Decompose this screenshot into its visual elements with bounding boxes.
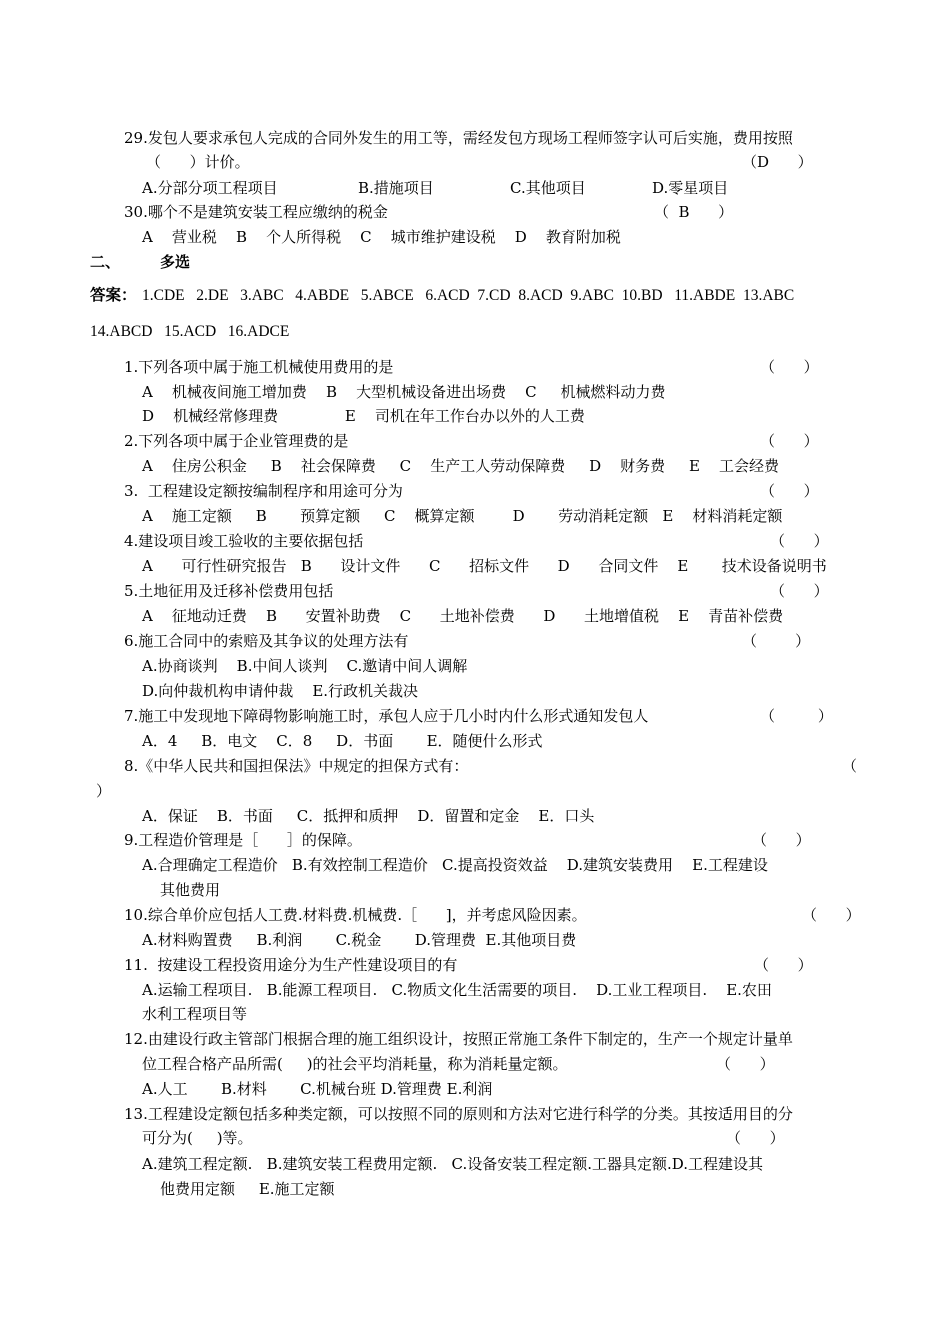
- answer-key-line-1: 1.CDE 2.DE 3.ABC 4.ABDE 5.ABCE 6.ACD 7.CD 8.ACD 9.ABC 10.BD 11.ABDE 13.ABC: [142, 287, 795, 304]
- question-4-bracket: （ ）: [770, 532, 829, 550]
- question-13-stem: 13.工程建设定额包括多种类定额，可以按照不同的原则和方法对它进行科学的分类。其按适用目的分: [124, 1105, 793, 1123]
- question-3-bracket: （ ）: [760, 482, 819, 500]
- question-5-stem: 5.土地征用及迁移补偿费用包括: [124, 582, 334, 600]
- q29-option-b: B.措施项目: [358, 179, 434, 197]
- question-12-stem: 12.由建设行政主管部门根据合理的施工组织设计，按照正常施工条件下制定的，生产一个规定计量单: [124, 1030, 793, 1048]
- question-13-stem-cont: 可分为( )等。: [142, 1129, 253, 1147]
- q6-options-line-1: A.协商谈判 B.中间人谈判 C.邀请中间人调解: [142, 657, 468, 675]
- question-30-answer: （ B ）: [654, 203, 734, 221]
- q9-options-line-1: A.合理确定工程造价 B.有效控制工程造价 C.提高投资效益 D.建筑安装费用 E.工程建设: [142, 856, 768, 874]
- q7-options: A．4 B．电文 C．8 D．书面 E．随便什么形式: [142, 732, 543, 750]
- question-11-bracket: （ ）: [754, 956, 813, 974]
- question-2-stem: 2.下列各项中属于企业管理费的是: [124, 432, 349, 450]
- q3-options: A 施工定额 B 预算定额 C 概算定额 D 劳动消耗定额 E 材料消耗定额: [142, 507, 783, 525]
- section-number: 二、: [90, 255, 121, 271]
- question-5-bracket: （ ）: [770, 582, 829, 600]
- question-9-stem: 9.工程造价管理是［ ］的保障。: [124, 831, 362, 849]
- q10-options: A.材料购置费 B.利润 C.税金 D.管理费 E.其他项目费: [142, 931, 577, 949]
- q1-options-line-2: D 机械经常修理费 E 司机在年工作台办以外的人工费: [142, 407, 585, 425]
- answer-key-line-2: 14.ABCD 15.ACD 16.ADCE: [90, 323, 290, 340]
- question-29-stem-cont: （ ）计价。: [146, 153, 250, 171]
- question-6-bracket: （ ）: [742, 632, 811, 650]
- q2-options: A 住房公积金 B 社会保障费 C 生产工人劳动保障费 D 财务费 E 工会经费: [142, 457, 780, 475]
- q30-options: A 营业税 B 个人所得税 C 城市维护建设税 D 教育附加税: [142, 228, 621, 246]
- question-2-bracket: （ ）: [760, 432, 819, 450]
- question-4-stem: 4.建设项目竣工验收的主要依据包括: [124, 532, 364, 550]
- question-6-stem: 6.施工合同中的索赔及其争议的处理方法有: [124, 632, 409, 650]
- q29-option-a: A.分部分项工程项目: [142, 179, 278, 197]
- question-1-stem: 1.下列各项中属于施工机械使用费用的是: [124, 358, 394, 376]
- question-10-bracket: （ ）: [802, 906, 861, 924]
- q29-option-c: C.其他项目: [510, 179, 586, 197]
- q29-option-d: D.零星项目: [652, 179, 729, 197]
- question-30-stem: 30.哪个不是建筑安装工程应缴纳的税金: [124, 203, 388, 221]
- q12-options: A.人工 B.材料 C.机械台班 D.管理费 E.利润: [142, 1080, 493, 1098]
- q11-options-line-2: 水利工程项目等: [142, 1005, 248, 1023]
- question-10-stem: 10.综合单价应包括人工费.材料费.机械费.［ ]，并考虑风险因素。: [124, 906, 587, 924]
- question-13-bracket: （ ）: [726, 1129, 785, 1147]
- question-29-answer: （D ）: [742, 153, 813, 171]
- question-12-stem-cont: 位工程合格产品所需( )的社会平均消耗量，称为消耗量定额。: [142, 1055, 568, 1073]
- q13-options-line-2: 他费用定额 E.施工定额: [160, 1180, 335, 1198]
- question-8-bracket-open: （: [842, 757, 858, 775]
- question-8-stem: 8.《中华人民共和国担保法》中规定的担保方式有：: [124, 757, 469, 775]
- question-29-stem: 29.发包人要求承包人完成的合同外发生的用工等，需经发包方现场工程师签字认可后实施，费用按照: [124, 129, 793, 147]
- answer-label: 答案：: [90, 287, 137, 304]
- question-9-bracket: （ ）: [752, 831, 811, 849]
- question-1-bracket: （ ）: [760, 358, 819, 376]
- q1-options-line-1: A 机械夜间施工增加费 B 大型机械设备进出场费 C 机械燃料动力费: [142, 383, 666, 401]
- q9-options-line-2: 其他费用: [160, 881, 221, 899]
- question-11-stem: 11. 按建设工程投资用途分为生产性建设项目的有: [124, 956, 458, 974]
- q4-options: A 可行性研究报告 B 设计文件 C 招标文件 D 合同文件 E 技术设备说明书: [142, 557, 827, 575]
- section-title: 多选: [160, 255, 191, 271]
- q8-options: A．保证 B．书面 C．抵押和质押 D．留置和定金 E．口头: [142, 807, 595, 825]
- q11-options-line-1: A.运输工程项目. B.能源工程项目. C.物质文化生活需要的项目. D.工业工程项目. E.农田: [142, 981, 772, 999]
- q5-options: A 征地动迁费 B 安置补助费 C 土地补偿费 D 土地增值税 E 青苗补偿费: [142, 607, 784, 625]
- question-3-stem: 3. 工程建设定额按编制程序和用途可分为: [124, 482, 403, 500]
- q13-options-line-1: A.建筑工程定额. B.建筑安装工程费用定额. C.设备安装工程定额.工器具定额.D.工程建设其: [142, 1155, 764, 1173]
- question-8-bracket-close: ）: [96, 782, 112, 800]
- question-12-bracket: （ ）: [716, 1055, 775, 1073]
- question-7-stem: 7.施工中发现地下障碍物影响施工时，承包人应于几小时内什么形式通知发包人: [124, 707, 649, 725]
- q6-options-line-2: D.向仲裁机构申请仲裁 E.行政机关裁决: [142, 682, 419, 700]
- question-7-bracket: （ ）: [760, 707, 833, 725]
